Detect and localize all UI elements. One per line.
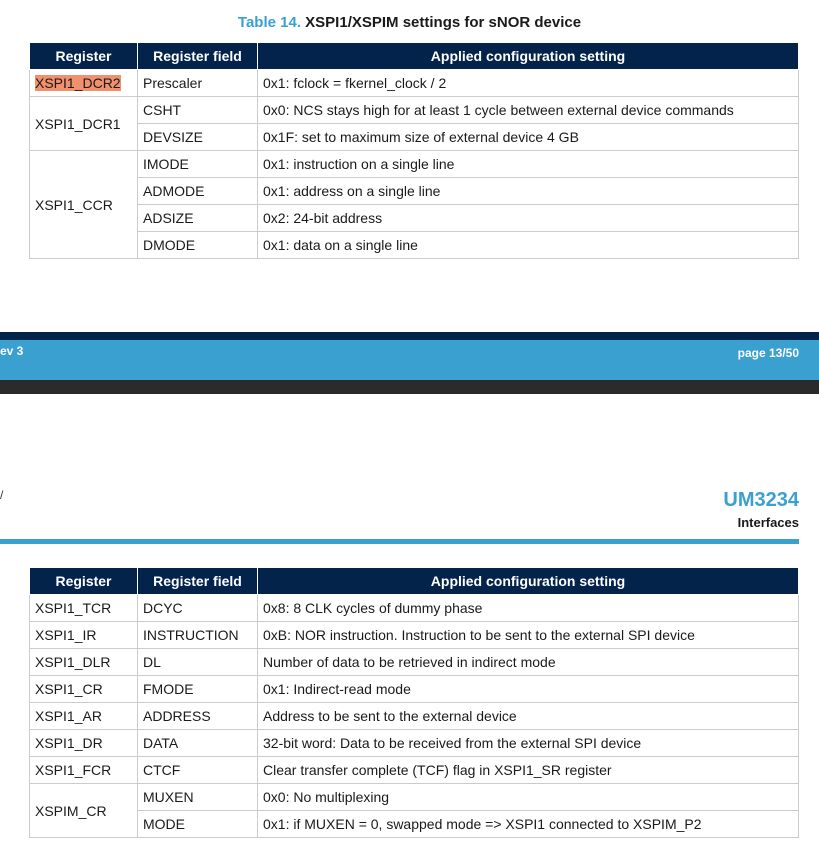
setting-cell: 0x1: Indirect-read mode <box>258 676 799 703</box>
header-applied-setting: Applied configuration setting <box>258 43 799 70</box>
register-cell: XSPI1_CR <box>30 676 138 703</box>
table-row <box>30 595 799 622</box>
table-row <box>30 811 799 838</box>
field-cell: MUXEN <box>138 784 258 811</box>
setting-cell: 0x8: 8 CLK cycles of dummy phase <box>258 595 799 622</box>
table-row <box>30 205 799 232</box>
setting-cell: 32-bit word: Data to be received from the external SPI device <box>258 730 799 757</box>
footer-band-top <box>0 332 819 340</box>
table-row <box>30 232 799 259</box>
table-number: Table 14. <box>237 14 301 31</box>
setting-cell: 0x1: data on a single line <box>258 232 799 259</box>
register-cell: XSPI1_DLR <box>30 649 138 676</box>
field-cell: DMODE <box>138 232 258 259</box>
setting-cell: 0x1: address on a single line <box>258 178 799 205</box>
table-row <box>30 757 799 784</box>
register-cell: XSPI1_CCR <box>30 151 138 259</box>
table-row <box>30 703 799 730</box>
register-cell: XSPIM_CR <box>30 784 138 838</box>
setting-cell: 0x1: instruction on a single line <box>258 151 799 178</box>
table-row <box>30 784 799 811</box>
footer-revision: ev 3 <box>0 344 24 358</box>
table-row <box>30 124 799 151</box>
field-cell: MODE <box>138 811 258 838</box>
setting-cell: 0x1F: set to maximum size of external device 4 GB <box>258 124 799 151</box>
field-cell: CSHT <box>138 97 258 124</box>
settings-table-part1 <box>29 43 799 259</box>
table-row <box>30 676 799 703</box>
setting-cell: Clear transfer complete (TCF) flag in XSPI1_SR register <box>258 757 799 784</box>
table-header-row <box>30 43 799 70</box>
field-cell: IMODE <box>138 151 258 178</box>
setting-cell: Number of data to be retrieved in indirect mode <box>258 649 799 676</box>
setting-cell: 0x0: NCS stays high for at least 1 cycle between external device commands <box>258 97 799 124</box>
setting-cell: 0x0: No multiplexing <box>258 784 799 811</box>
field-cell: ADMODE <box>138 178 258 205</box>
field-cell: DATA <box>138 730 258 757</box>
table-caption <box>0 14 819 31</box>
field-cell: DCYC <box>138 595 258 622</box>
header-register-field: Register field <box>138 43 258 70</box>
field-cell: DL <box>138 649 258 676</box>
table-row <box>30 649 799 676</box>
setting-cell: Address to be sent to the external device <box>258 703 799 730</box>
register-cell: XSPI1_FCR <box>30 757 138 784</box>
field-cell: Prescaler <box>138 70 258 97</box>
header-applied-setting: Applied configuration setting <box>258 568 799 595</box>
setting-cell: 0x1: fclock = fkernel_clock / 2 <box>258 70 799 97</box>
register-cell[interactable] <box>30 70 138 97</box>
header-register: Register <box>30 568 138 595</box>
table-row <box>30 622 799 649</box>
table-title: XSPI1/XSPIM settings for sNOR device <box>305 14 582 31</box>
field-cell: CTCF <box>138 757 258 784</box>
table-header-row <box>30 568 799 595</box>
setting-cell: 0x1: if MUXEN = 0, swapped mode => XSPI1 connected to XSPIM_P2 <box>258 811 799 838</box>
register-cell: XSPI1_DCR1 <box>30 97 138 151</box>
field-cell: INSTRUCTION <box>138 622 258 649</box>
register-cell: XSPI1_TCR <box>30 595 138 622</box>
header-register-field: Register field <box>138 568 258 595</box>
section-title: Interfaces <box>737 515 799 530</box>
footer-page-number: page 13/50 <box>737 346 799 360</box>
table-row <box>30 97 799 124</box>
header-register: Register <box>30 43 138 70</box>
register-cell: XSPI1_IR <box>30 622 138 649</box>
setting-cell: 0x2: 24-bit address <box>258 205 799 232</box>
page-separator <box>0 380 819 394</box>
register-cell: XSPI1_DR <box>30 730 138 757</box>
header-rule <box>0 539 799 544</box>
field-cell: ADDRESS <box>138 703 258 730</box>
field-cell: ADSIZE <box>138 205 258 232</box>
table-row <box>30 730 799 757</box>
highlighted-register[interactable]: XSPI1_DCR2 <box>35 75 121 91</box>
table-row <box>30 178 799 205</box>
table-row <box>30 151 799 178</box>
field-cell: FMODE <box>138 676 258 703</box>
field-cell: DEVSIZE <box>138 124 258 151</box>
table-row <box>30 70 799 97</box>
register-cell: XSPI1_AR <box>30 703 138 730</box>
page-footer <box>0 340 819 380</box>
document-id: UM3234 <box>723 489 799 511</box>
setting-cell: 0xB: NOR instruction. Instruction to be sent to the external SPI device <box>258 622 799 649</box>
settings-table-part2 <box>29 568 799 838</box>
header-corner-mark: / <box>0 488 4 502</box>
